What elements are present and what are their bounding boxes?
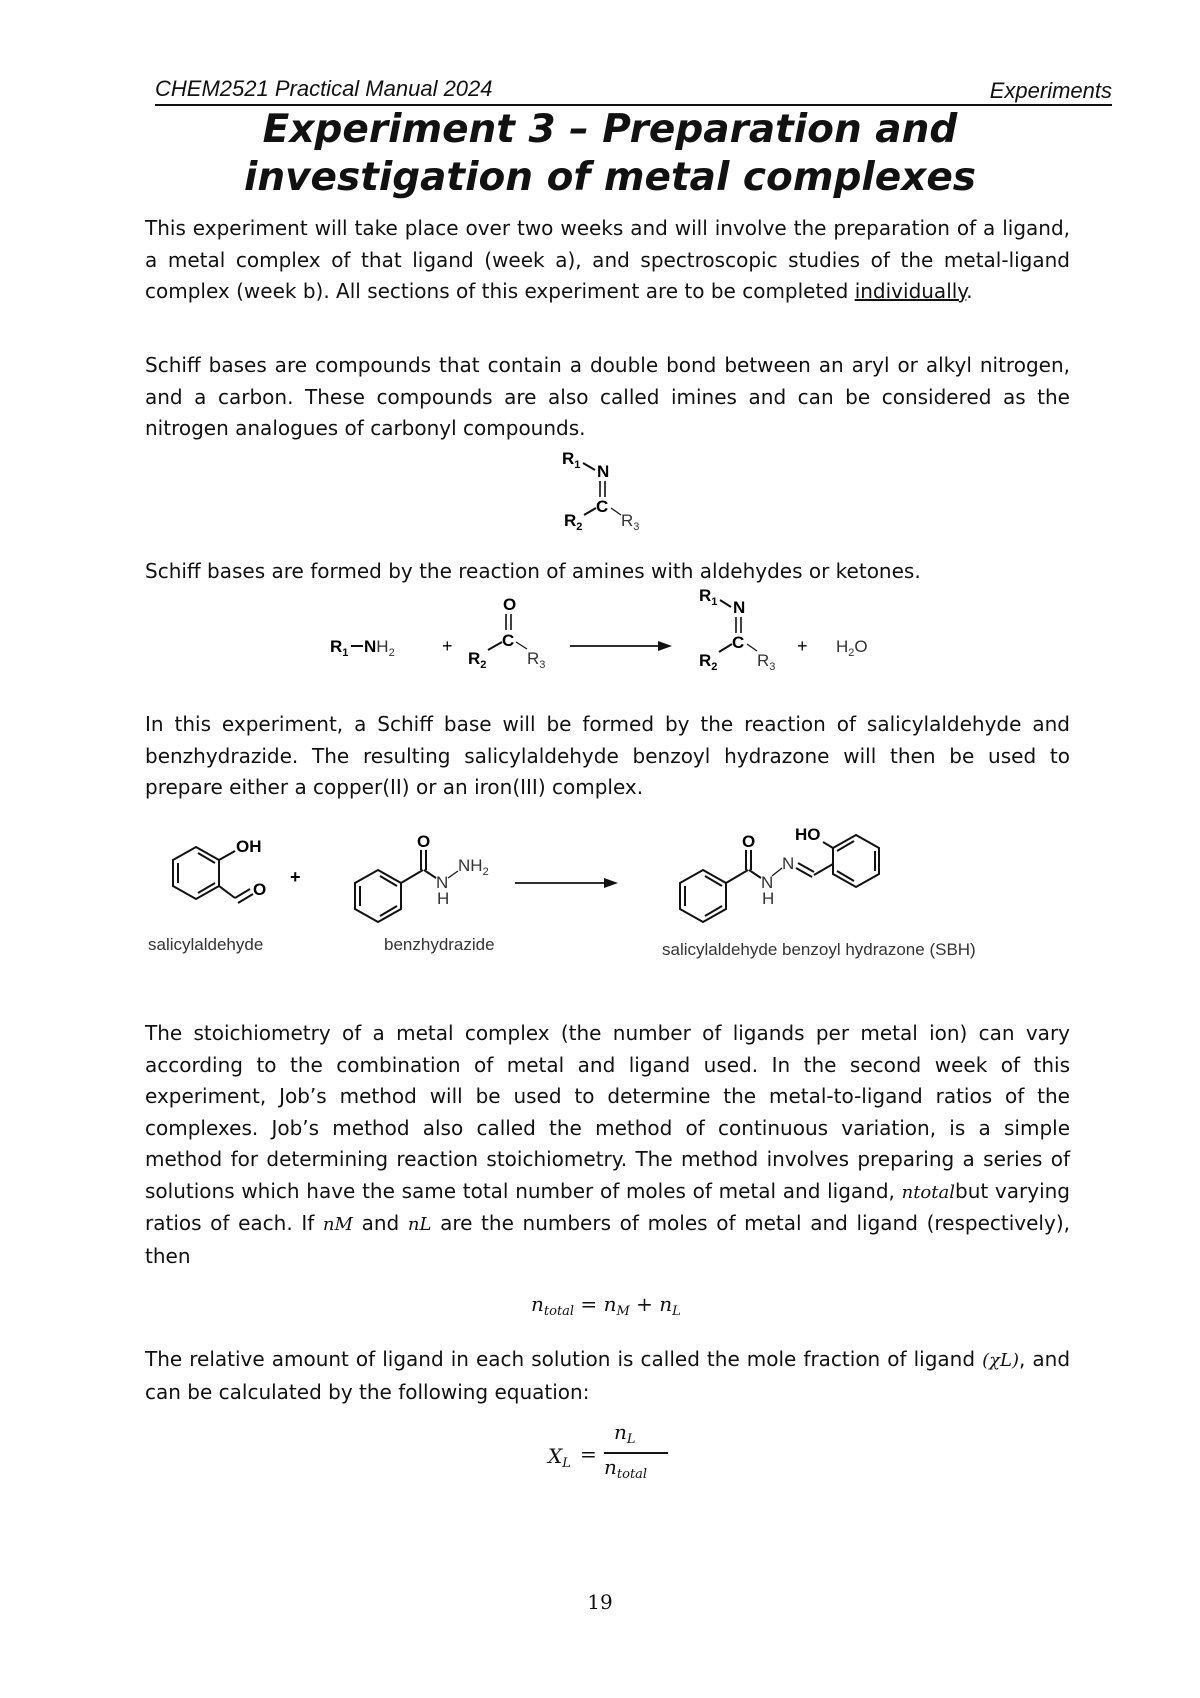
product-r3: $R_3$ [757,651,776,673]
product-bond-c-r2 [719,644,732,652]
mole-fraction-lhs: $X_L$ [548,1444,571,1471]
benzhydrazide-h: H [437,889,450,908]
salicylaldehyde-oh-bond [219,851,235,860]
carbonyl-bond-r3 [516,642,527,649]
carbonyl-c: C [502,631,515,650]
sbh-ch-bond [814,864,833,875]
mole-fraction-denominator: $n_{total}$ [604,1455,648,1482]
mole-fraction-chi: (χL) [982,1350,1019,1371]
imine-bond-r1-n [583,463,595,470]
sbh-benzoyl-ring [680,870,726,922]
page-number: 19 [587,1590,613,1614]
sbh-synthesis-scheme [140,800,1070,970]
imine-structure-diagram [550,440,670,530]
sbh-n2: N [782,854,795,873]
water: $H_2O$ [836,637,868,659]
imine-r2: $R_2$ [564,511,583,530]
benzhydrazide-cn-bond [424,870,436,878]
imine-bond-c-r3 [611,508,621,515]
sbh-nn-bond [772,868,782,876]
benzhydrazide-n: N [436,873,449,892]
mole-fraction-paragraph [145,1344,1070,1408]
carbonyl-bond-r2 [488,642,502,650]
benzhydrazide-inner-bond-3 [380,876,397,886]
fraction-bar [604,1452,668,1454]
title-line-2: investigation of metal complexes [243,155,977,200]
product-r2: $R_2$ [699,651,718,673]
running-header [155,74,1112,106]
sbh-phenol-inner-3 [837,841,854,851]
sbh-carbonyl-bond [726,870,748,883]
jobs-nM: nM [322,1214,353,1235]
page-title [150,106,1070,202]
benzhydrazide-carbonyl-bond [401,870,423,883]
sbh-n1: N [761,873,774,892]
salicylaldehyde-inner-bond-3 [198,853,215,863]
mole-fraction-text-1: The relative amount of ligand in each solution is called the mole fraction of ligand [145,1347,983,1371]
carbonyl-r2: $R_2$ [468,649,487,671]
schiff-base-formation-scheme [320,585,900,695]
product-c: C [732,633,745,652]
intro-text: This experiment will take place over two weeks and will involve the preparation of a ligand, a metal complex of that ligand (week a), and spectroscopic studies of the metal-ligand complex (week b). All sections of this experiment are to be completed [145,216,1070,303]
jobs-text-4: are the numbers of moles of metal and ligand (respectively), then [145,1211,1070,1268]
imine-n: N [597,462,610,481]
salicylaldehyde-o: O [253,880,267,899]
sbh-cn-bond [749,870,761,878]
intro-paragraph [145,213,1070,308]
label-sbh: salicylaldehyde benzoyl hydrazone (SBH) [662,940,976,959]
schiff-intro-paragraph: Schiff bases are compounds that contain a double bond between an aryl or alkyl nitrogen, and a carbon. These compounds are also called imines and can be considered as the nitrogen analogues of carbonyl compounds. [145,353,1070,440]
reaction2-arrow-head [604,878,618,888]
jobs-nL: nL [407,1214,432,1235]
reaction1-plus-1: + [442,636,453,656]
product-r1: $R_1$ [699,586,718,608]
product-bond-r1-n [720,600,731,607]
sbh-ho: HO [795,825,821,844]
mole-fraction-equals: = [580,1442,597,1466]
mole-fraction-text-2: , and can be calculated by the following equation: [145,1347,1071,1404]
benzhydrazide-inner-bond-2 [380,906,397,916]
sbh-o: O [742,832,756,851]
sbh-phenol-ring [833,835,879,887]
imine-r3: $R_3$ [621,511,640,530]
sbh-benzoyl-inner-2 [705,906,722,916]
carbonyl-o: O [503,595,517,614]
benzhydrazide-nn-bond [448,871,458,878]
header-section: Experiments [989,78,1112,103]
imine-r1: $R_1$ [562,449,581,471]
salicylaldehyde-oh: OH [236,837,262,856]
title-line-1: Experiment 3 – Preparation and [262,107,958,152]
sbh-benzoyl-inner-3 [705,876,722,886]
salicylaldehyde-ring [173,847,219,899]
reaction2-plus: + [290,867,301,887]
reaction1-plus-2: + [797,636,808,656]
header-course-title: CHEM2521 Practical Manual 2024 [155,76,493,101]
benzhydrazide-o: O [417,832,431,851]
sbh-structure [680,835,879,922]
product-bond-c-r3 [747,644,757,651]
carbonyl-r3: $R_3$ [527,649,546,671]
amine-nh2: $NH_2$ [364,637,395,659]
amine-r1: $R_1$ [330,637,349,659]
product-n: N [733,598,746,617]
jobs-text-1: The stoichiometry of a metal complex (the number of ligands per metal ion) can vary according to the combination of metal and ligand used. In the second week of this experiment, Job’s method will be used to determine the metal-to-ligand ratios of the complexes. Job’s method also called the method of continuous variation, is a simple method for determining reaction stoichiometry. The method involves preparing a series of solutions which have the same total number of moles of metal and ligand, [145,1021,1070,1203]
intro-end: . [966,279,973,303]
salicylaldehyde-cho-bond [219,886,235,898]
label-salicylaldehyde: salicylaldehyde [148,935,264,954]
benzhydrazide-ring [355,870,401,922]
jobs-text-3: and [352,1211,408,1235]
sbh-oh-bond [823,842,833,848]
benzhydrazide-nh2: $NH_2$ [458,856,489,878]
jobs-ntotal: ntotal [901,1181,955,1203]
mole-fraction-numerator: $n_L$ [614,1420,636,1447]
experiment-paragraph: In this experiment, a Schiff base will be formed by the reaction of salicylaldehyde and benzhydrazide. The resulting salicylaldehyde benzoyl hydrazone will then be used to prepare either a copper(II) or an iron(III) complex. [145,712,1070,799]
equation-total-moles: $n_{total} = n_M + n_L$ [531,1292,681,1319]
reaction1-arrow-head [658,641,672,651]
sbh-h: H [762,889,775,908]
jobs-text-2: but varying ratios of each. If [145,1178,1070,1235]
imine-bond-c-r2 [584,508,596,515]
sbh-phenol-inner-2 [837,871,854,881]
equation-mole-fraction [548,1422,678,1492]
label-benzhydrazide: benzhydrazide [384,935,495,954]
jobs-method-paragraph [145,1018,1070,1272]
intro-underlined: individually [854,279,967,303]
salicylaldehyde-inner-bond-2 [198,883,215,893]
schiff-formation-paragraph: Schiff bases are formed by the reaction of amines with aldehydes or ketones. [145,559,921,583]
imine-c: C [596,497,609,516]
